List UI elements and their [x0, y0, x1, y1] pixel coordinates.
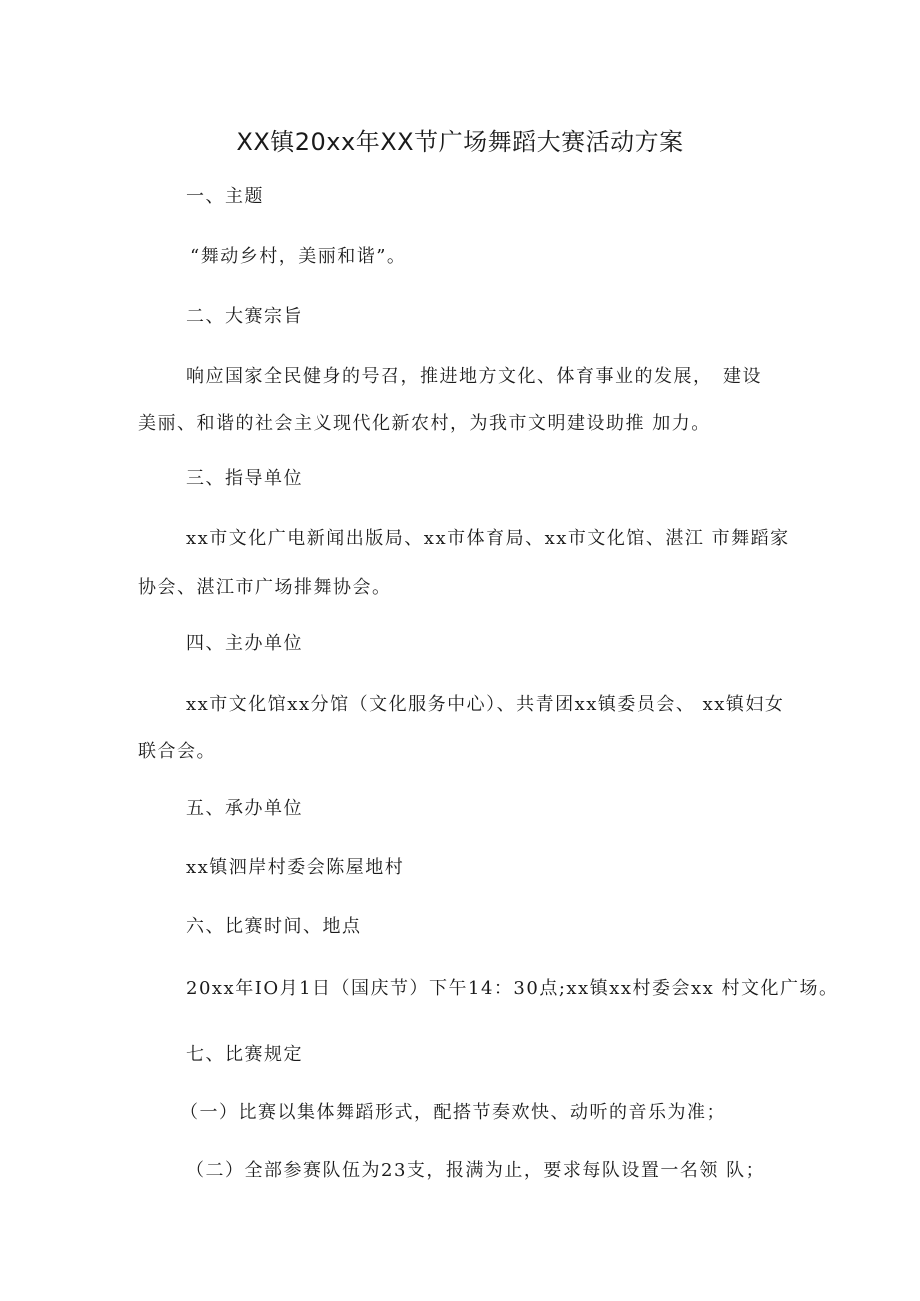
section-body-host-line2: 联合会。 — [138, 741, 216, 762]
rules-item-2: （二）全部参赛队伍为23支，报满为止，要求每队设置一名领 队； — [186, 1160, 766, 1181]
section-heading-guidance: 三、指导单位 — [186, 468, 303, 489]
section-body-guidance-line1: xx市文化广电新闻出版局、xx市体育局、xx市文化馆、湛江 市舞蹈家 — [186, 528, 790, 549]
section-heading-organizer: 五、承办单位 — [186, 798, 303, 819]
section-heading-purpose: 二、大赛宗旨 — [186, 306, 303, 327]
section-heading-time-place: 六、比赛时间、地点 — [186, 916, 362, 937]
section-body-organizer: xx镇泗岸村委会陈屋地村 — [186, 857, 405, 878]
section-body-guidance-line2: 协会、湛江市广场排舞协会。 — [138, 577, 392, 598]
section-heading-host: 四、主办单位 — [186, 633, 303, 654]
section-body-host-line1: xx市文化馆xx分馆（文化服务中心）、共青团xx镇委员会、 xx镇妇女 — [186, 694, 785, 715]
section-heading-rules: 七、比赛规定 — [186, 1044, 303, 1065]
section-heading-theme: 一、主题 — [186, 186, 264, 207]
document-title: XX镇20xx年XX节广场舞蹈大赛活动方案 — [236, 128, 684, 156]
section-body-theme: “舞动乡村，美丽和谐”。 — [190, 246, 407, 267]
section-body-purpose-line1: 响应国家全民健身的号召，推进地方文化、体育事业的发展， 建设 — [186, 366, 762, 387]
section-body-purpose-line2: 美丽、和谐的社会主义现代化新农村，为我市文明建设助推 加力。 — [138, 413, 711, 434]
rules-item-1: （一）比赛以集体舞蹈形式，配搭节奏欢快、动听的音乐为准； — [180, 1102, 726, 1123]
section-body-time-place: 20xx年IO月1日（国庆节）下午14：30点;xx镇xx村委会xx 村文化广场。 — [186, 978, 839, 999]
